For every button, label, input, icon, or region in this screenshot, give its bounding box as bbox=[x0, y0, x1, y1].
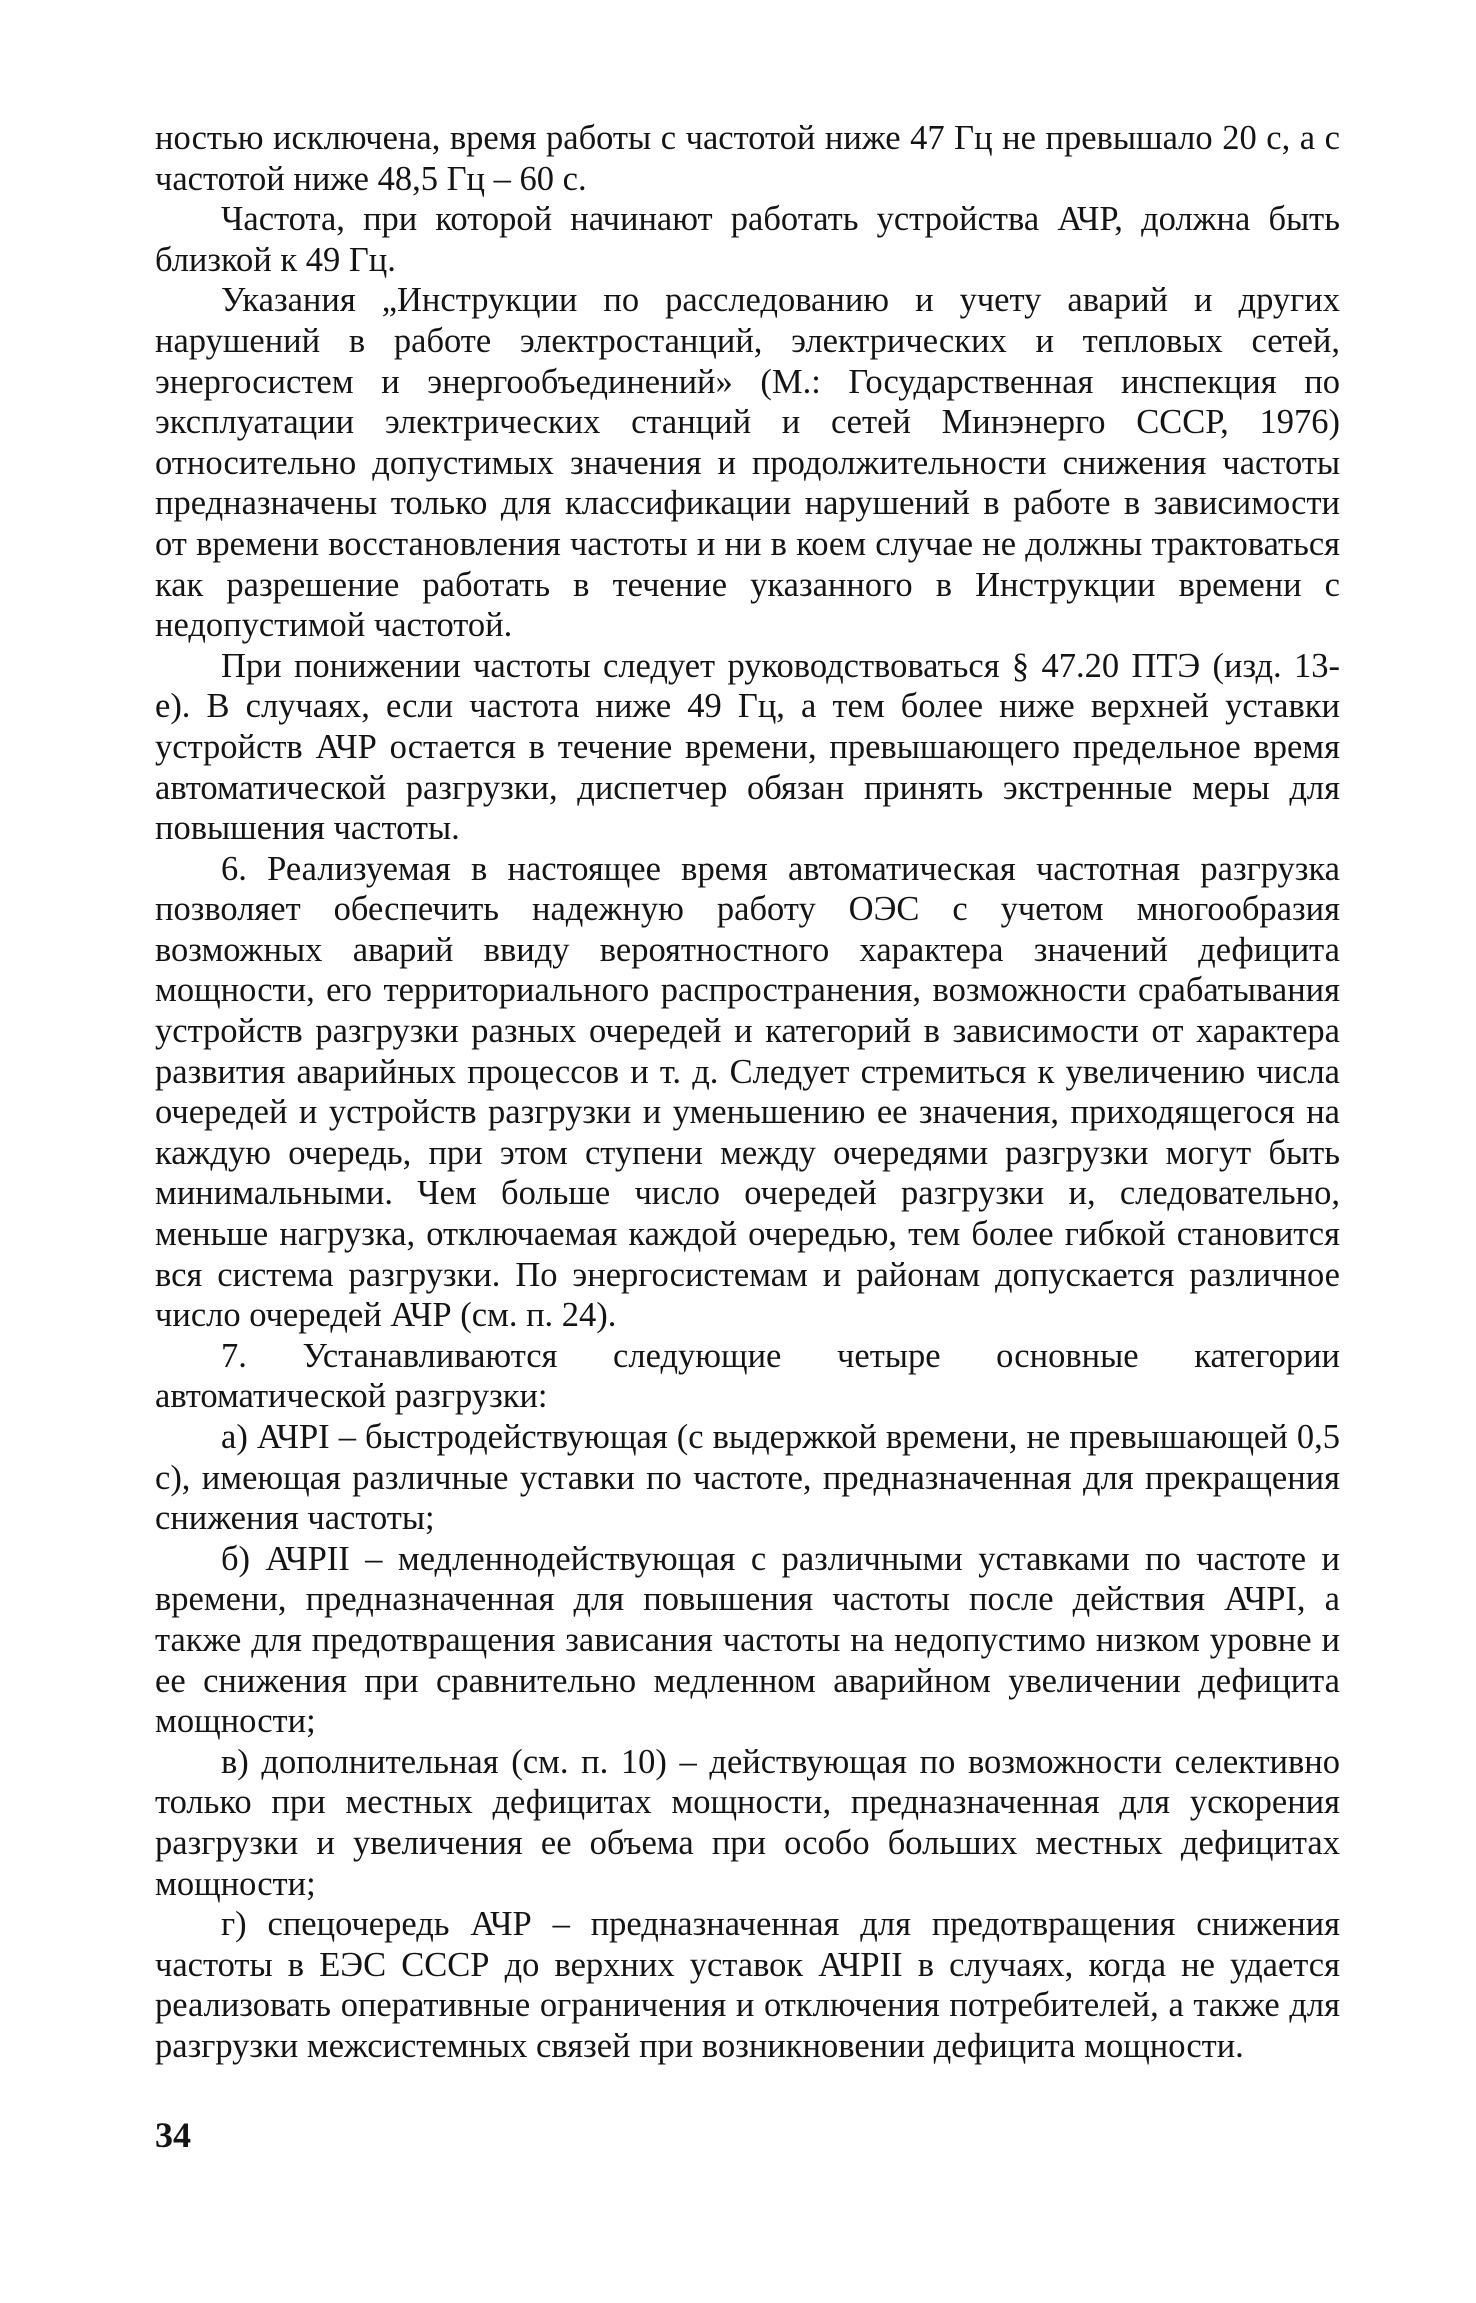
paragraph-item-7a: а) АЧРI – быстродействующая (с выдержкой времени, не превышающей 0,5 с), имеющая различные уставки по частоте, предназначенная для прекращения снижения частоты; bbox=[155, 1418, 1340, 1538]
paragraph-continuation: ностью исключена, время работы с частотой ниже 47 Гц не превышало 20 с, а с частотой ниже 48,5 Гц – 60 с. bbox=[155, 119, 1340, 198]
paragraph-item-7b: б) АЧРII – медленнодействующая с различными уставками по частоте и времени, предназначенная для повышения частоты после действия АЧРI, а также для предотвращения зависания частоты на недопустимо низком уровне и ее снижения при сравнительно медленном аварийном увеличении дефицита мощности; bbox=[155, 1539, 1340, 1741]
paragraph-frequency-start: Частота, при которой начинают работать устройства АЧР, должна быть близкой к 49 Гц. bbox=[155, 200, 1340, 279]
paragraph-item-6: 6. Реализуемая в настоящее время автоматическая частотная разгрузка позволяет обеспечить надежную работу ОЭС с учетом многообразия возможных аварий ввиду вероятностного характера значений дефицита мощности, его территориального распространения, возможности срабатывания устройств разгрузки разных очередей и категорий в зависимости от характера развития аварийных процессов и т. д. Следует стремиться к увеличению числа очередей и устройств разгрузки и уменьшению ее значения, приходящегося на каждую очередь, при этом ступени между очередями разгрузки могут быть минимальными. Чем больше число очередей разгрузки и, следовательно, меньше нагрузка, отключаемая каждой очередью, тем более гибкой становится вся система разгрузки. По энергосистемам и районам допускается различное число очередей АЧР (см. п. 24). bbox=[155, 849, 1340, 1335]
paragraph-instruction-reference: Указания „Инструкции по расследованию и учету аварий и других нарушений в работе электростанций, электрических и тепловых сетей, энергосистем и энергообъединений» (М.: Государственная инспекция по эксплуатации электрических станций и сетей Минэнерго СССР, 1976) относительно допустимых значения и продолжительности снижения частоты предназначены только для классификации нарушений в работе в зависимости от времени восстановления частоты и ни в коем случае не должны трактоваться как разрешение работать в течение указанного в Инструкции времени с недопустимой частотой. bbox=[155, 281, 1340, 645]
paragraph-item-7d: г) спецочередь АЧР – предназначенная для предотвращения снижения частоты в ЕЭС СССР до верхних уставок АЧРII в случаях, когда не удается реализовать оперативные ограничения и отключения потребителей, а также для разгрузки межсистемных связей при возникновении дефицита мощности. bbox=[155, 1905, 1340, 2065]
paragraph-item-7: 7. Устанавливаются следующие четыре основные категории автоматической разгрузки: bbox=[155, 1336, 1340, 1416]
page-number: 34 bbox=[155, 2115, 191, 2155]
page-body bbox=[155, 118, 1340, 2067]
paragraph-item-7c: в) дополнительная (см. п. 10) – действующая по возможности селективно только при местных дефицитах мощности, предназначенная для ускорения разгрузки и увеличения ее объема при особо больших местных дефицитах мощности; bbox=[155, 1742, 1340, 1903]
paragraph-frequency-lowering: При понижении частоты следует руководствоваться § 47.20 ПТЭ (изд. 13-е). В случаях, если частота ниже 49 Гц, а тем более ниже верхней уставки устройств АЧР остается в течение времени, превышающего предельное время автоматической разгрузки, диспетчер обязан принять экстренные меры для повышения частоты. bbox=[155, 646, 1340, 848]
